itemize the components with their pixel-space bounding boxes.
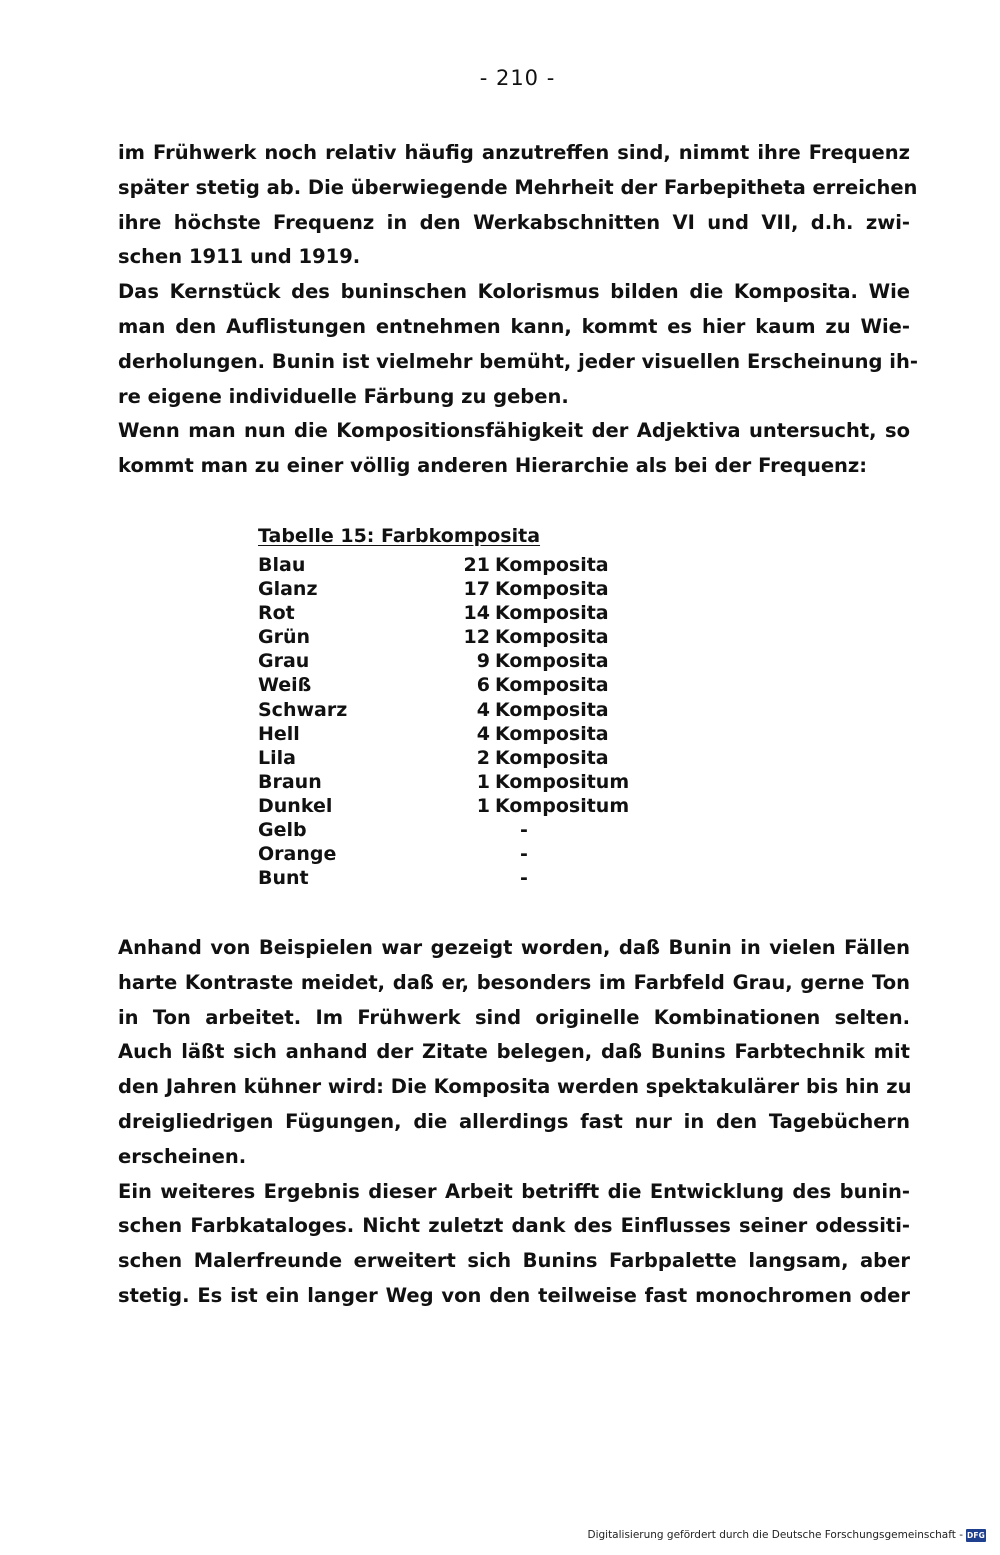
body-text-bottom [118, 931, 910, 1314]
compound-count: 14 [463, 602, 490, 625]
compound-count: - [520, 843, 528, 866]
text-line: in Ton arbeitet. Im Frühwerk sind originelle Kombinationen selten. [118, 1005, 910, 1029]
color-name: Bunt [258, 867, 309, 890]
table-row [258, 722, 609, 746]
compound-count: 4 [476, 722, 490, 745]
color-name: Weiß [258, 674, 312, 697]
text-line: Auch läßt sich anhand der Zitate belegen, daß Bunins Farbtechnik mit [118, 1040, 910, 1064]
compound-count: - [520, 819, 528, 842]
table-row [258, 649, 609, 673]
color-name: Grün [258, 626, 311, 649]
text-line: dreigliedrigen Fügungen, die allerdings fast nur in den Tagebüchern [118, 1109, 910, 1133]
compound-unit: Komposita [495, 650, 609, 673]
table-row [258, 625, 609, 649]
text-line: ihre höchste Frequenz in den Werkabschnitten VI und VII, d.h. zwi- [118, 210, 910, 234]
text-line: schen 1911 und 1919. [118, 245, 361, 269]
text-line: man den Auflistungen entnehmen kann, kommt es hier kaum zu Wie- [118, 314, 910, 338]
compound-unit: Komposita [495, 746, 609, 769]
color-name: Braun [258, 770, 322, 793]
color-name: Gelb [258, 819, 307, 842]
table-caption-text: Tabelle 15: Farbkomposita [258, 525, 541, 547]
compound-count: 1 [476, 770, 490, 793]
digitization-footer [587, 1525, 986, 1545]
compound-count: 17 [463, 578, 490, 601]
color-name: Hell [258, 722, 300, 745]
color-name: Schwarz [258, 698, 348, 721]
compound-count: 12 [463, 626, 490, 649]
compound-count: 9 [476, 650, 490, 673]
text-line: harte Kontraste meidet, daß er, besonders im Farbfeld Grau, gerne Ton [118, 970, 910, 994]
table-row [258, 553, 609, 577]
compound-count: 4 [476, 698, 490, 721]
body-text-top [118, 136, 918, 484]
table-row [258, 794, 630, 818]
page-number: - 210 - [479, 66, 556, 90]
compound-unit: Kompositum [495, 770, 630, 793]
text-line: Anhand von Beispielen war gezeigt worden, daß Bunin in vielen Fällen [118, 936, 910, 959]
text-line: erscheinen. [118, 1144, 247, 1168]
table-caption [258, 521, 540, 553]
compound-unit: Komposita [495, 602, 609, 625]
compound-unit: Komposita [495, 626, 609, 649]
text-line: im Frühwerk noch relativ häufig anzutreffen sind, nimmt ihre Frequenz [118, 141, 910, 164]
text-line: später stetig ab. Die überwiegende Mehrheit der Farbepitheta erreichen [118, 175, 918, 199]
text-line: Wenn man nun die Kompositionsfähigkeit der Adjektiva untersucht, so [118, 419, 910, 443]
table-row [258, 746, 609, 770]
text-line: derholungen. Bunin ist vielmehr bemüht, jeder visuellen Erscheinung ih- [118, 349, 918, 373]
color-name: Dunkel [258, 794, 333, 817]
compound-unit: Komposita [495, 698, 609, 721]
footer-text: Digitalisierung gefördert durch die Deutsche Forschungsgemeinschaft - [587, 1529, 963, 1541]
table-row [258, 842, 540, 866]
compound-count: 6 [476, 674, 490, 697]
color-name: Grau [258, 650, 310, 673]
compound-unit: Komposita [495, 722, 609, 745]
text-line: schen Malerfreunde erweitert sich Bunins Farbpalette langsam, aber [118, 1249, 910, 1273]
compound-unit: Komposita [495, 674, 609, 697]
text-line: kommt man zu einer völlig anderen Hierarchie als bei der Frequenz: [118, 454, 868, 478]
text-line: Ein weiteres Ergebnis dieser Arbeit betrifft die Entwicklung des bunin- [118, 1179, 910, 1203]
compound-count: - [520, 867, 528, 890]
table-row [258, 818, 540, 842]
color-compounds-table [258, 521, 630, 890]
table-row [258, 577, 609, 601]
table-row [258, 698, 609, 722]
table-row [258, 673, 609, 697]
dfg-logo: DFG [966, 1530, 986, 1540]
text-line: re eigene individuelle Färbung zu geben. [118, 384, 569, 408]
compound-unit: Kompositum [495, 794, 630, 817]
color-name: Lila [258, 746, 296, 769]
text-line: stetig. Es ist ein langer Weg von den teilweise fast monochromen oder [118, 1283, 910, 1307]
compound-count: 21 [463, 554, 490, 576]
text-line: den Jahren kühner wird: Die Komposita werden spektakulärer bis hin zu [118, 1075, 912, 1099]
compound-unit: Komposita [495, 578, 609, 601]
compound-count: 2 [476, 746, 490, 769]
color-name: Blau [258, 554, 306, 576]
text-line: schen Farbkataloges. Nicht zuletzt dank des Einflusses seiner odessiti- [118, 1214, 910, 1238]
compound-unit: Komposita [495, 554, 609, 576]
table-row [258, 866, 540, 890]
color-name: Glanz [258, 578, 318, 601]
color-name: Rot [258, 602, 295, 625]
compound-count: 1 [476, 794, 490, 817]
color-name: Orange [258, 843, 337, 866]
text-line: Das Kernstück des buninschen Kolorismus bilden die Komposita. Wie [118, 280, 910, 304]
table-row [258, 770, 630, 794]
table-body [258, 553, 630, 890]
table-row [258, 601, 609, 625]
